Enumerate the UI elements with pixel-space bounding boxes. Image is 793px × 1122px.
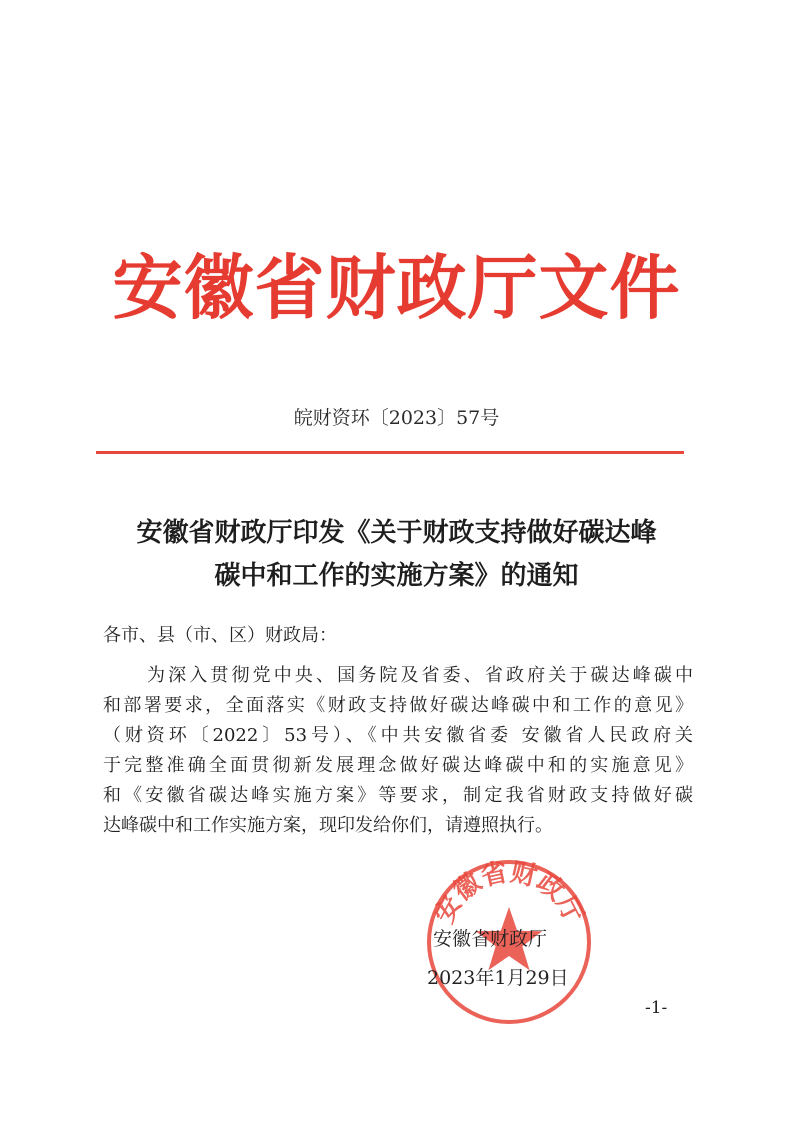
document-masthead: 安徽省财政厅文件 [112,246,681,329]
document-title-line-2: 碳中和工作的实施方案》的通知 [214,561,579,591]
body-line: 为深入贯彻党中央、国务院及省委、省政府关于碳达峰碳中 [147,665,693,686]
body-line: 和《安徽省碳达峰实施方案》等要求，制定我省财政支持做好碳 [103,785,693,806]
body-line: 于完整准确全面贯彻新发展理念做好碳达峰碳中和的实施意见》 [103,755,693,776]
seal-text: 安徽省财政厅 [429,857,589,929]
salutation: 各市、县（市、区）财政局： [103,625,337,646]
document-title [70,512,723,598]
document-title-line-1: 安徽省财政厅印发《关于财政支持做好碳达峰 [136,518,657,548]
red-divider-line [96,451,684,454]
body-text [103,661,693,841]
page-number: -1- [645,998,668,1018]
document-number: 皖财资环〔2023〕57号 [293,407,500,429]
body-line: 和部署要求，全面落实《财政支持做好碳达峰碳中和工作的意见》 [103,695,693,716]
body-line: （财资环〔2022〕53号）、《中共安徽省委 安徽省人民政府关 [103,725,693,746]
issue-date: 2023年1月29日 [427,967,569,989]
body-line: 达峰碳中和工作实施方案，现印发给你们，请遵照执行。 [103,815,553,836]
issuer-signature: 安徽省财政厅 [433,928,548,950]
